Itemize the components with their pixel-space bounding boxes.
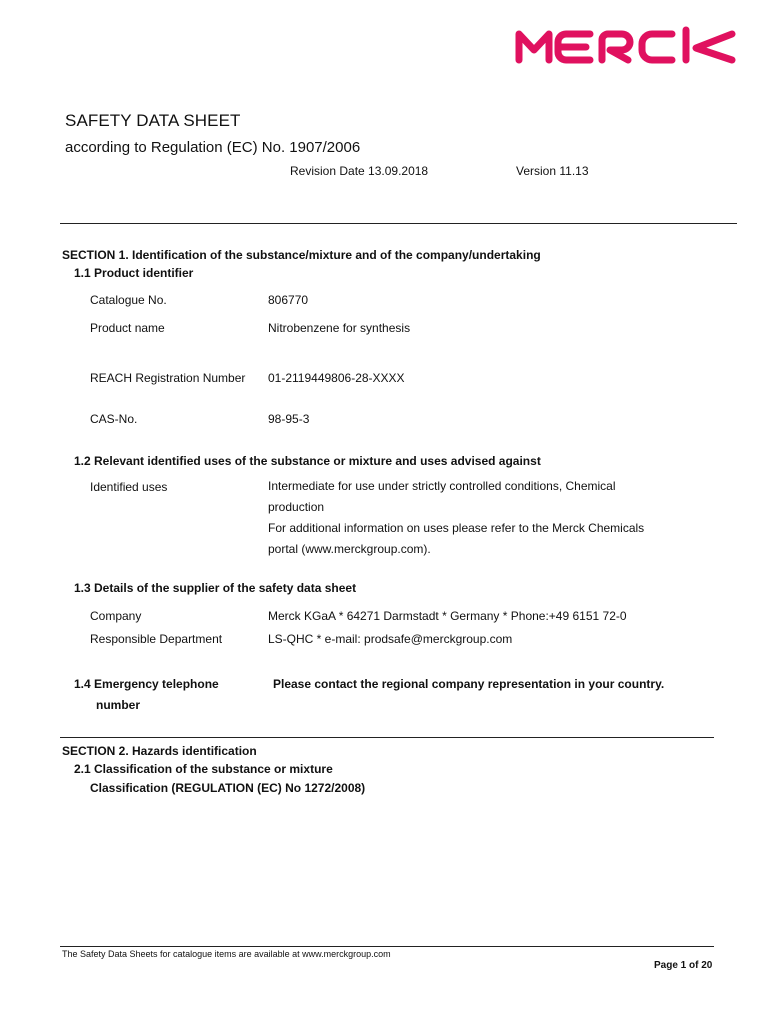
identified-uses-label: Identified uses <box>90 480 168 494</box>
document-title: SAFETY DATA SHEET <box>65 111 241 130</box>
section-1-heading: SECTION 1. Identification of the substance/mixture and of the company/undertaking <box>62 248 541 262</box>
header-divider <box>60 223 737 224</box>
section-2-heading: SECTION 2. Hazards identification <box>62 744 257 758</box>
section-1-3-heading: 1.3 Details of the supplier of the safety data sheet <box>74 581 357 595</box>
section-1-1-heading: 1.1 Product identifier <box>74 266 194 280</box>
company-label: Company <box>90 609 142 623</box>
version: Version 11.13 <box>516 164 589 178</box>
responsible-department-label: Responsible Department <box>90 632 223 646</box>
responsible-department-value: LS-QHC * e-mail: prodsafe@merckgroup.com <box>268 632 513 646</box>
merck-logo <box>514 26 738 64</box>
page-number: Page 1 of 20 <box>654 960 713 971</box>
document-subtitle: according to Regulation (EC) No. 1907/2006 <box>65 139 361 156</box>
cas-no-value: 98-95-3 <box>268 412 310 426</box>
identified-uses-line: For additional information on uses please refer to the Merck Chemicals <box>268 521 645 535</box>
revision-date: Revision Date 13.09.2018 <box>290 164 429 178</box>
product-name-label: Product name <box>90 321 165 335</box>
reach-number-value: 01-2119449806-28-XXXX <box>268 371 405 385</box>
footer-note: The Safety Data Sheets for catalogue items are available at www.merckgroup.com <box>62 949 391 959</box>
cas-no-label: CAS-No. <box>90 412 138 426</box>
section-1-2-heading: 1.2 Relevant identified uses of the substance or mixture and uses advised against <box>74 454 541 468</box>
section-divider <box>60 737 714 738</box>
identified-uses-line: production <box>268 500 325 514</box>
footer-divider <box>60 946 714 947</box>
reach-number-label: REACH Registration Number <box>90 371 246 385</box>
emergency-telephone-value: Please contact the regional company representation in your country. <box>273 677 665 691</box>
identified-uses-line: Intermediate for use under strictly controlled conditions, Chemical <box>268 479 616 493</box>
identified-uses-value <box>268 476 708 560</box>
identified-uses-line: portal (www.merckgroup.com). <box>268 542 431 556</box>
section-2-1-heading: 2.1 Classification of the substance or mixture <box>74 762 333 776</box>
classification-heading: Classification (REGULATION (EC) No 1272/2008) <box>90 781 366 795</box>
company-value: Merck KGaA * 64271 Darmstadt * Germany * Phone:+49 6151 72-0 <box>268 609 627 623</box>
catalogue-no-label: Catalogue No. <box>90 293 167 307</box>
product-name-value: Nitrobenzene for synthesis <box>268 321 411 335</box>
section-1-4-heading: 1.4 Emergency telephone <box>74 677 219 691</box>
section-1-4-heading-cont: number <box>96 698 141 712</box>
catalogue-no-value: 806770 <box>268 293 309 307</box>
